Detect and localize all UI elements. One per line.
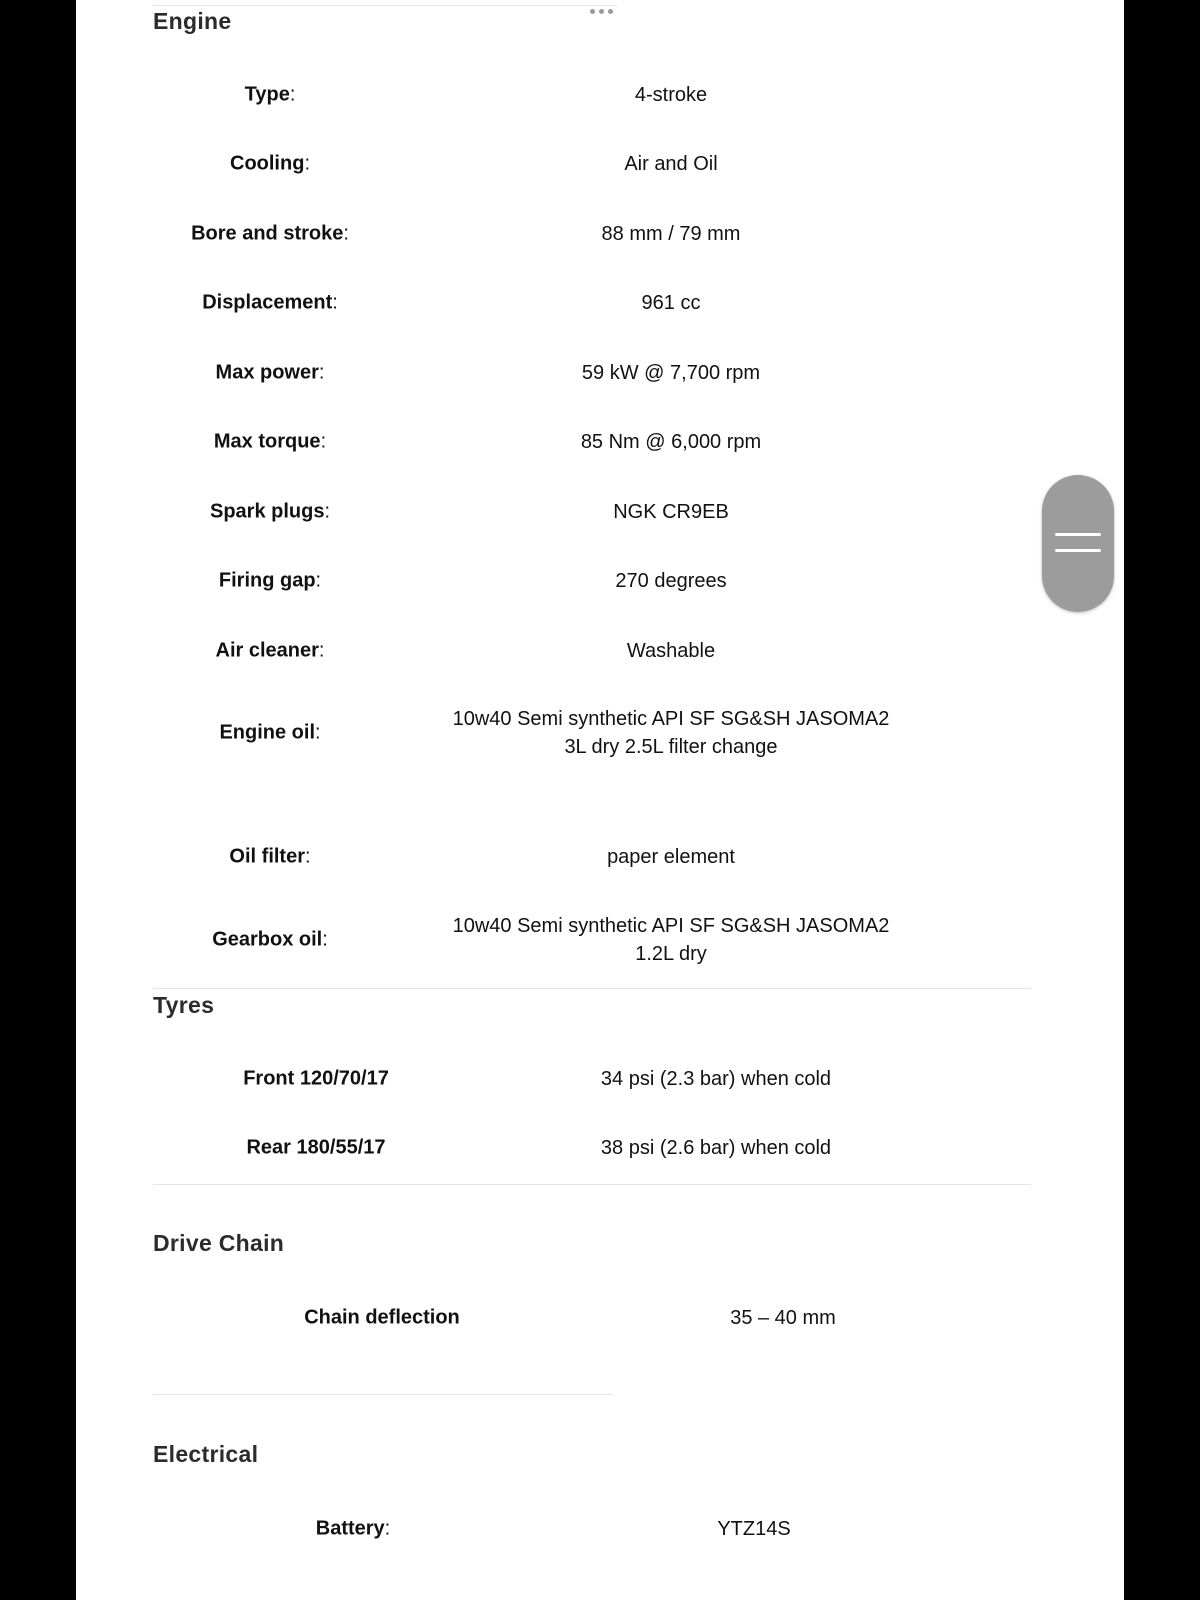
spec-value-engine-oil [453, 705, 890, 761]
top-divider [153, 5, 617, 6]
spec-label-oil-filter: Oil filter: [229, 845, 311, 868]
spec-value-displacement: 961 cc [641, 292, 701, 314]
section-divider [153, 988, 1031, 989]
spec-value-engine-oil-line1: 10w40 Semi synthetic API SF SG&SH JASOMA2 [452, 708, 890, 730]
spec-label-air-cleaner: Air cleaner: [215, 639, 325, 662]
spec-label-cooling: Cooling: [230, 152, 310, 175]
spec-label-displacement: Displacement: [202, 291, 338, 314]
spec-label-bore-stroke: Bore and stroke: [191, 222, 349, 245]
spec-value-max-power: 59 kW @ 7,700 rpm [581, 362, 761, 384]
spec-value-gearbox-oil [453, 912, 890, 968]
spec-label-spark-plugs: Spark plugs: [209, 500, 331, 523]
spec-value-battery: YTZ14S [717, 1518, 791, 1540]
section-title-engine: Engine [153, 8, 232, 34]
spec-label-firing-gap: Firing gap: [218, 569, 322, 592]
spec-value-cooling: Air and Oil [624, 153, 718, 175]
spec-label-max-power: Max power: [215, 361, 325, 384]
section-title-electrical: Electrical [153, 1441, 259, 1467]
spec-label-gearbox-oil: Gearbox oil: [212, 928, 328, 951]
spec-value-bore-stroke: 88 mm / 79 mm [601, 223, 741, 245]
spec-value-chain-deflection: 35 – 40 mm [730, 1307, 836, 1329]
spec-value-air-cleaner: Washable [626, 640, 716, 662]
scroll-handle-grip [1055, 549, 1101, 552]
spec-page [76, 0, 1124, 1600]
spec-label-rear-tyre: Rear 180/55/17 [246, 1136, 386, 1159]
more-horizontal-icon[interactable] [586, 4, 616, 18]
spec-value-spark-plugs: NGK CR9EB [613, 501, 729, 523]
spec-value-type: 4-stroke [634, 84, 708, 106]
spec-label-front-tyre: Front 120/70/17 [243, 1067, 389, 1090]
spec-value-rear-tyre: 38 psi (2.6 bar) when cold [600, 1137, 832, 1159]
spec-value-front-tyre: 34 psi (2.3 bar) when cold [600, 1068, 832, 1090]
spec-value-gearbox-oil-line1: 10w40 Semi synthetic API SF SG&SH JASOMA2 [452, 915, 890, 937]
scroll-handle-icon[interactable] [1042, 475, 1114, 612]
section-title-drive-chain: Drive Chain [153, 1230, 285, 1256]
section-title-tyres: Tyres [153, 992, 215, 1018]
spec-value-firing-gap: 270 degrees [615, 570, 727, 592]
scroll-handle-grip [1055, 533, 1101, 536]
section-divider [153, 1394, 613, 1395]
spec-value-engine-oil-line2: 3L dry 2.5L filter change [564, 736, 778, 758]
spec-label-chain-deflection: Chain deflection [304, 1306, 460, 1329]
spec-value-oil-filter: paper element [607, 846, 735, 868]
section-divider [153, 1184, 1031, 1185]
spec-label-engine-oil: Engine oil: [219, 721, 321, 744]
spec-value-max-torque: 85 Nm @ 6,000 rpm [580, 431, 762, 453]
spec-label-battery: Battery: [315, 1517, 391, 1540]
spec-label-type: Type: [244, 83, 296, 106]
spec-label-max-torque: Max torque: [213, 430, 327, 453]
spec-value-gearbox-oil-line2: 1.2L dry [635, 943, 707, 965]
